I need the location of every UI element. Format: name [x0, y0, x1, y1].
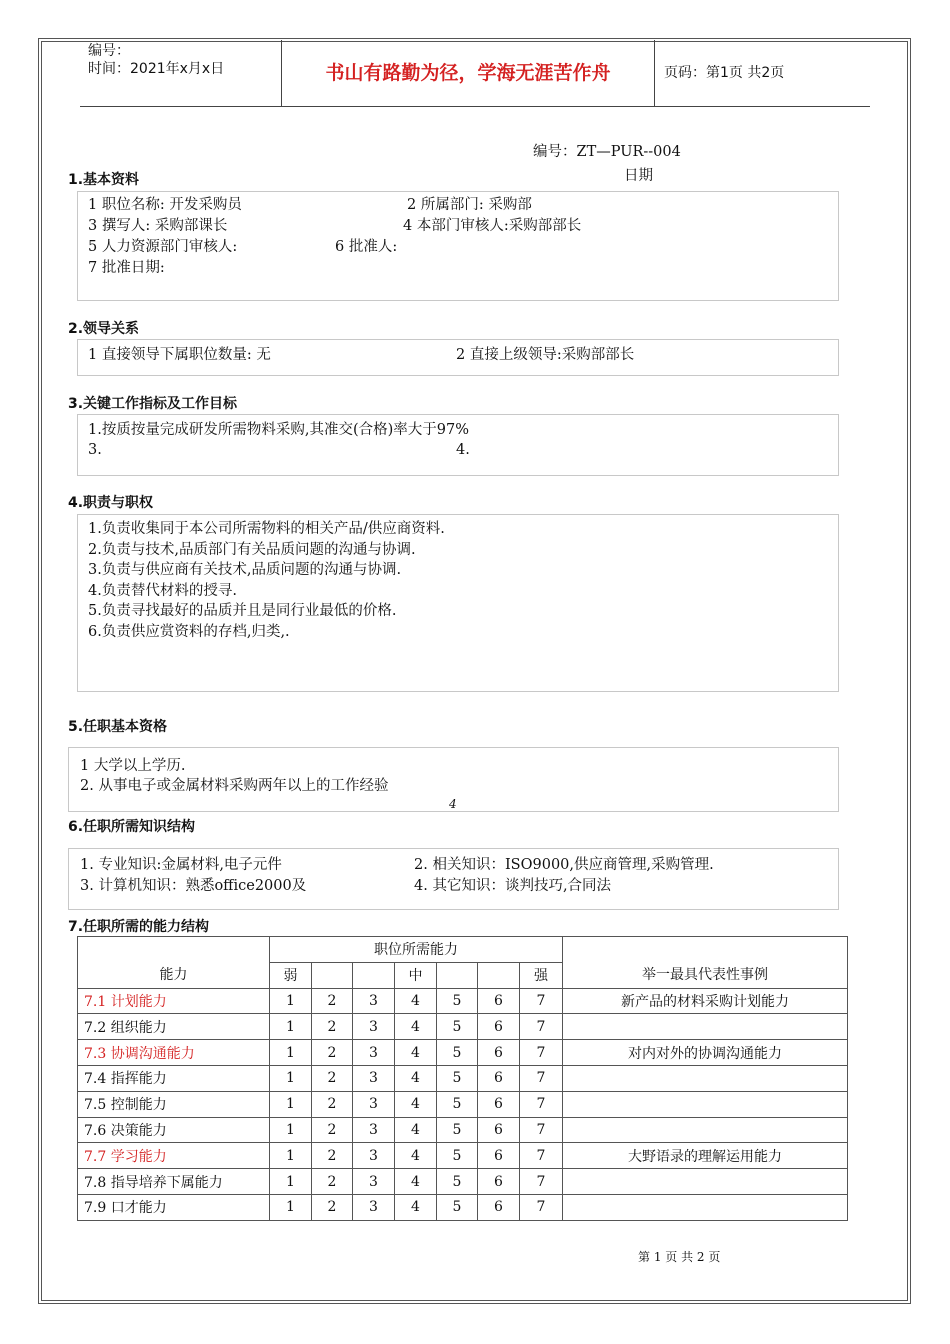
ability-level: 5: [437, 1065, 478, 1091]
scale-cell: [478, 962, 520, 988]
ability-level: 4: [395, 1065, 437, 1091]
ability-level: 7: [520, 1040, 563, 1066]
ability-level: 7: [520, 1169, 563, 1195]
field-hr-reviewer: 5 人力资源部门审核人:: [88, 239, 238, 255]
doc-number: 编号：ZT—PUR--004: [533, 144, 681, 160]
ability-level: 1: [270, 1065, 312, 1091]
ability-level: 1: [270, 1194, 312, 1220]
ability-level: 3: [353, 1091, 395, 1117]
field-subordinates: 1 直接领导下属职位数量: 无: [88, 347, 271, 363]
kpi-item-4: 4.: [456, 442, 470, 458]
ability-level: 6: [478, 1014, 520, 1040]
duty-item: 6.负责供应赏资料的存档,归类,.: [88, 623, 290, 640]
knowledge-professional: 1. 专业知识:金属材料,电子元件: [80, 857, 282, 873]
ability-level: 6: [478, 1091, 520, 1117]
qualification-line-2: 2. 从事电子或金属材料采购两年以上的工作经验: [80, 778, 389, 794]
kpi-line-1: 1.按质按量完成研发所需物料采购,其准交(合格)率大于97%: [88, 422, 469, 438]
ability-row: [78, 1169, 848, 1195]
stray-mark: 4: [449, 797, 457, 811]
duty-item: 5.负责寻找最好的品质并且是同行业最低的价格.: [88, 603, 397, 619]
ability-level: 2: [312, 1040, 353, 1066]
ability-row: [78, 1194, 848, 1220]
ability-level: 5: [437, 1143, 478, 1169]
ability-row: [78, 1014, 848, 1040]
ability-example: [563, 1169, 848, 1195]
ability-level: 2: [312, 1117, 353, 1143]
ability-level: 3: [353, 1065, 395, 1091]
qualification-line-1: 1 大学以上学历.: [80, 758, 186, 774]
scale-cell: [437, 962, 478, 988]
ability-level: 4: [395, 1169, 437, 1195]
ability-level: 1: [270, 1014, 312, 1040]
ability-level: 1: [270, 1040, 312, 1066]
ability-example: [563, 1014, 848, 1040]
ability-level: 6: [478, 1169, 520, 1195]
field-superior: 2 直接上级领导:采购部部长: [456, 347, 635, 363]
section-6-title: 6.任职所需知识结构: [68, 819, 196, 835]
field-dept-reviewer: 4 本部门审核人:采购部部长: [403, 218, 582, 234]
ability-name: 7.4 指挥能力: [78, 1065, 270, 1091]
ability-level: 4: [395, 988, 437, 1014]
header-page-info: 页码：第1页 共2页: [664, 65, 785, 81]
ability-level: 2: [312, 1014, 353, 1040]
ability-level: 5: [437, 1091, 478, 1117]
header-motto: 书山有路勤为径，学海无涯苦作舟: [325, 62, 611, 84]
ability-row: [78, 1040, 848, 1066]
ability-level: 6: [478, 1065, 520, 1091]
ability-level: 5: [437, 1194, 478, 1220]
duty-item: 2.负责与技术,品质部门有关品质问题的沟通与协调.: [88, 541, 416, 558]
ability-row: [78, 1091, 848, 1117]
ability-example: [563, 1091, 848, 1117]
doc-date-label: 日期: [624, 168, 653, 184]
header-date: 时间：2021年x月x日: [88, 61, 225, 77]
field-writer: 3 撰写人: 采购部课长: [88, 218, 228, 234]
scale-cell: [353, 962, 395, 988]
scale-weak: 弱: [270, 962, 312, 988]
ability-name: 7.3 协调沟通能力: [78, 1040, 270, 1066]
ability-example: 大野语录的理解运用能力: [563, 1143, 848, 1169]
ability-name: 7.1 计划能力: [78, 988, 270, 1014]
ability-level: 3: [353, 1014, 395, 1040]
field-position-name: 1 职位名称: 开发采购员: [88, 197, 242, 213]
ability-level: 4: [395, 1091, 437, 1117]
scale-cell: [312, 962, 353, 988]
ability-level: 3: [353, 1117, 395, 1143]
duty-item: 3.负责与供应商有关技术,品质问题的沟通与协调.: [88, 562, 402, 578]
ability-name: 7.7 学习能力: [78, 1143, 270, 1169]
col-required-header: 职位所需能力: [270, 937, 563, 963]
ability-name: 7.6 决策能力: [78, 1117, 270, 1143]
ability-level: 4: [395, 1194, 437, 1220]
ability-name: 7.8 指导培养下属能力: [78, 1169, 270, 1195]
knowledge-computer: 3. 计算机知识：熟悉office2000及: [80, 878, 307, 894]
ability-row: [78, 1065, 848, 1091]
ability-example: [563, 1117, 848, 1143]
ability-level: 5: [437, 1040, 478, 1066]
header-serial-label: 编号：: [88, 43, 130, 59]
field-approver: 6 批准人:: [335, 239, 398, 255]
section-2-title: 2.领导关系: [68, 321, 140, 337]
ability-level: 5: [437, 1117, 478, 1143]
duty-item: 4.负责替代材料的授寻.: [88, 582, 237, 599]
ability-level: 2: [312, 1065, 353, 1091]
scale-medium: 中: [395, 962, 437, 988]
ability-rows: [78, 988, 848, 1220]
ability-level: 2: [312, 1143, 353, 1169]
kpi-item-3: 3.: [88, 442, 102, 458]
ability-level: 6: [478, 988, 520, 1014]
section-3-title: 3.关键工作指标及工作目标: [68, 396, 238, 412]
ability-level: 2: [312, 1194, 353, 1220]
ability-level: 7: [520, 988, 563, 1014]
ability-level: 3: [353, 1040, 395, 1066]
ability-level: 3: [353, 988, 395, 1014]
ability-level: 2: [312, 1091, 353, 1117]
duty-item: 1.负责收集同于本公司所需物料的相关产品/供应商资料.: [88, 521, 445, 537]
header-divider-right: [654, 40, 655, 106]
ability-level: 6: [478, 1117, 520, 1143]
ability-level: 1: [270, 1169, 312, 1195]
ability-name: 7.5 控制能力: [78, 1091, 270, 1117]
ability-level: 4: [395, 1014, 437, 1040]
ability-level: 6: [478, 1040, 520, 1066]
col-ability-header: 能力: [78, 937, 270, 989]
scale-strong: 强: [520, 962, 563, 988]
field-department: 2 所属部门: 采购部: [407, 197, 532, 213]
ability-level: 1: [270, 1091, 312, 1117]
ability-level: 4: [395, 1040, 437, 1066]
ability-level: 5: [437, 988, 478, 1014]
ability-level: 4: [395, 1117, 437, 1143]
field-approve-date: 7 批准日期:: [88, 260, 165, 276]
ability-level: 7: [520, 1117, 563, 1143]
ability-name: 7.2 组织能力: [78, 1014, 270, 1040]
ability-level: 5: [437, 1169, 478, 1195]
ability-header-row: [78, 937, 848, 963]
ability-level: 7: [520, 1014, 563, 1040]
section-4-title: 4.职责与职权: [68, 495, 154, 511]
ability-example: [563, 1065, 848, 1091]
ability-level: 3: [353, 1143, 395, 1169]
ability-level: 3: [353, 1194, 395, 1220]
ability-row: [78, 1117, 848, 1143]
ability-level: 7: [520, 1091, 563, 1117]
knowledge-related: 2. 相关知识：ISO9000,供应商管理,采购管理.: [414, 857, 714, 873]
ability-level: 1: [270, 1117, 312, 1143]
ability-level: 4: [395, 1143, 437, 1169]
ability-level: 2: [312, 988, 353, 1014]
ability-row: [78, 1143, 848, 1169]
footer-page-number: 第 1 页 共 2 页: [638, 1250, 721, 1264]
ability-level: 2: [312, 1169, 353, 1195]
ability-level: 1: [270, 1143, 312, 1169]
ability-level: 7: [520, 1065, 563, 1091]
ability-level: 5: [437, 1014, 478, 1040]
ability-level: 6: [478, 1194, 520, 1220]
ability-example: [563, 1194, 848, 1220]
col-example-header: 举一最具代表性事例: [563, 937, 848, 989]
ability-table: [77, 936, 848, 1221]
ability-level: 1: [270, 988, 312, 1014]
ability-level: 7: [520, 1194, 563, 1220]
ability-name: 7.9 口才能力: [78, 1194, 270, 1220]
section-7-title: 7.任职所需的能力结构: [68, 919, 210, 935]
ability-example: 对内对外的协调沟通能力: [563, 1040, 848, 1066]
section-1-title: 1.基本资料: [68, 172, 140, 188]
ability-example: 新产品的材料采购计划能力: [563, 988, 848, 1014]
ability-level: 7: [520, 1143, 563, 1169]
section-5-title: 5.任职基本资格: [68, 719, 168, 735]
knowledge-other: 4. 其它知识：谈判技巧,合同法: [414, 878, 612, 894]
ability-level: 3: [353, 1169, 395, 1195]
ability-row: [78, 988, 848, 1014]
ability-level: 6: [478, 1143, 520, 1169]
